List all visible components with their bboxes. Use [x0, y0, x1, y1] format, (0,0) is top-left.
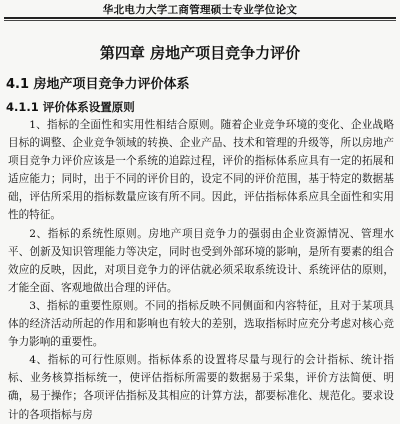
- header-rule: [4, 17, 396, 19]
- chapter-title: 第四章 房地产项目竞争力评价: [99, 44, 301, 62]
- paragraph-principle-1: 1、指标的全面性和实用性相结合原则。随着企业竞争环境的变化、企业战略目标的调整、企业竞争领域的转换、企业产品、技术和管理的升级等，所以房地产项目竞争力评价应该是一个系统的追踪过程，评价的指标体系应具有一定的拓展和适应能力；同时，出于不同的评价目的，设定不同的评价范围，基于特定的数据基础，评估所采用的指标数量应该有所不同。因此，评估指标体系应具全面性和实用性的特征。: [8, 119, 394, 222]
- paragraph-principle-3: 3、指标的重要性原则。不同的指标反映不同侧面和内容特征，且对于某项具体的经济活动所起的作用和影响也有较大的差别，选取指标时应充分考虑对核心竞争力影响的重要性。: [8, 299, 394, 349]
- body-text: [8, 116, 394, 424]
- header-rule-thin: [4, 20, 396, 21]
- section-heading: 4.1 房地产项目竞争力评价体系: [6, 77, 190, 92]
- paragraph-principle-4: 4、指标的可行性原则。指标体系的设置将尽量与现行的会计指标、统计指标、业务核算指标统一，使评估指标所需要的数据易于采集，评价方法简便、明确，易于操作；各项评估指标及其相应的计算方法，都要标准化、规范化。要求设计的各项指标与房: [8, 354, 394, 421]
- paragraph-principle-2: 2、指标的系统性原则。房地产项目竞争力的强弱由企业资源情况、管理水平、创新及知识管理能力等决定，同时也受到外部环境的影响，是所有要素的组合效应的反映，因此，对项目竞争力的评估就必须采取系统设计、系统评估的原则，才能全面、客观地做出合理的评估。: [8, 227, 394, 294]
- subsection-heading: 4.1.1 评价体系设置原则: [6, 100, 135, 114]
- running-header: 华北电力大学工商管理硕士专业学位论文: [102, 4, 298, 16]
